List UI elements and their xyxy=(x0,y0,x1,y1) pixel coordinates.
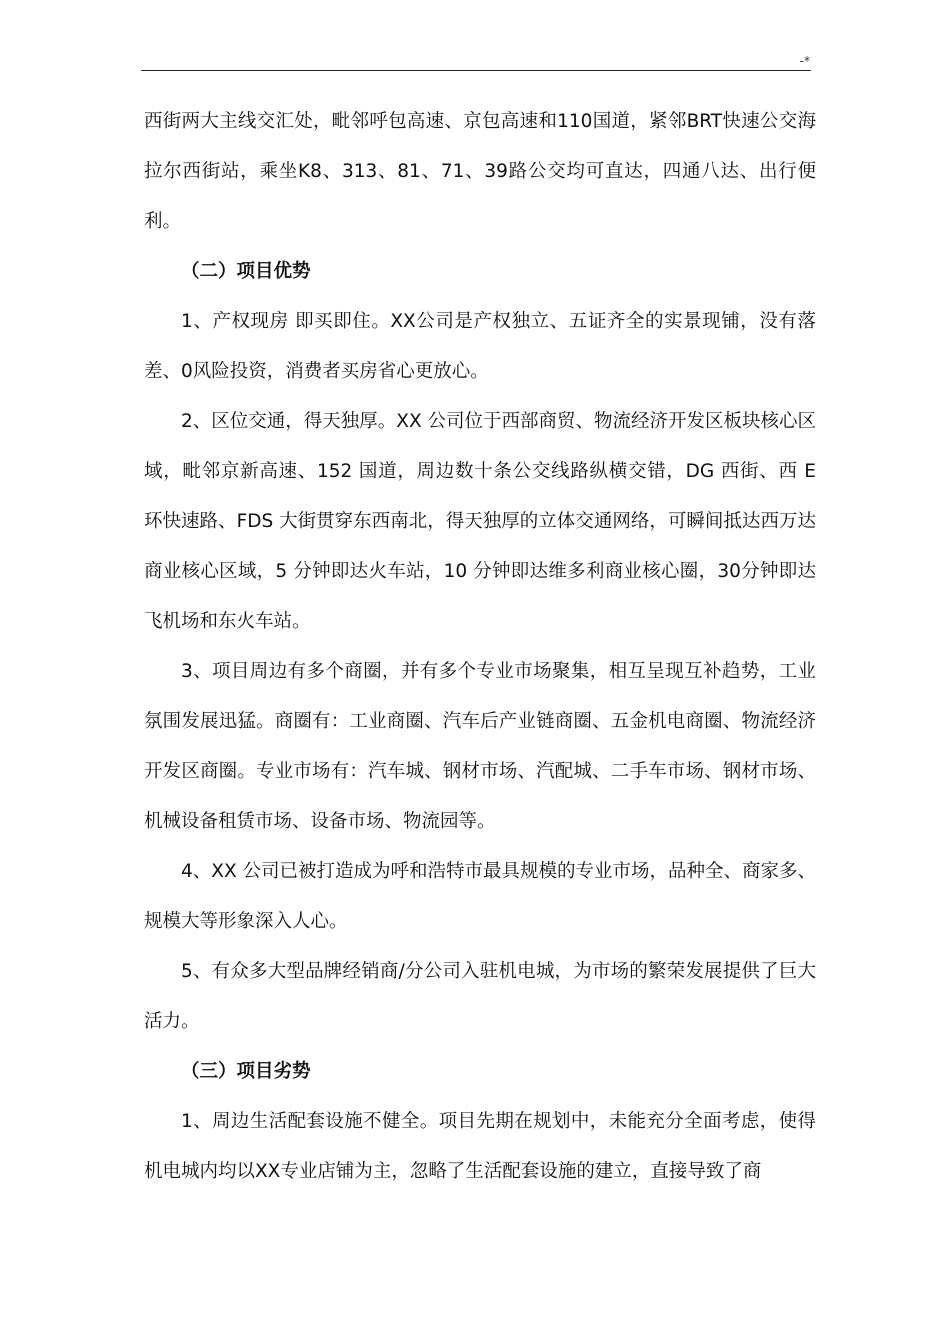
paragraph-advantage-3: 3、项目周边有多个商圈，并有多个专业市场聚集，相互呈现互补趋势，工业氛围发展迅猛。商圈有：工业商圈、汽车后产业链商圈、五金机电商圈、物流经济开发区商圈。专业市场有：汽车城、钢材市场、汽配城、二手车市场、钢材市场、机械设备租赁市场、设备市场、物流园等。 xyxy=(144,661,816,832)
document-body xyxy=(144,97,816,1197)
header-mark: -* xyxy=(799,54,810,68)
paragraph-advantage-1: 1、产权现房 即买即住。XX公司是产权独立、五证齐全的实景现铺，没有落差、0风险投资，消费者买房省心更放心。 xyxy=(144,311,816,382)
paragraph-continuation: 西街两大主线交汇处，毗邻呼包高速、京包高速和110国道，紧邻BRT快速公交海拉尔西街站，乘坐K8、313、81、71、39路公交均可直达，四通八达、出行便利。 xyxy=(144,111,816,232)
paragraph-advantage-4: 4、XX 公司已被打造成为呼和浩特市最具规模的专业市场，品种全、商家多、规模大等形象深入人心。 xyxy=(144,861,817,932)
paragraph-advantage-5: 5、有众多大型品牌经销商/分公司入驻机电城，为市场的繁荣发展提供了巨大活力。 xyxy=(144,961,816,1032)
section-heading-disadvantages: （三）项目劣势 xyxy=(181,1061,311,1082)
section-heading-advantages: （二）项目优势 xyxy=(181,261,311,282)
paragraph-disadvantage-1: 1、周边生活配套设施不健全。项目先期在规划中，未能充分全面考虑，使得机电城内均以XX专业店铺为主，忽略了生活配套设施的建立，直接导致了商 xyxy=(144,1111,816,1182)
paragraph-advantage-2: 2、区位交通，得天独厚。XX 公司位于西部商贸、物流经济开发区板块核心区域，毗邻京新高速、152 国道，周边数十条公交线路纵横交错，DG 西街、西 E 环快速路、FDS 大街贯穿东西南北，得天独厚的立体交通网络，可瞬间抵达西万达商业核心区域，5 分钟即达火车站，10 分钟即达维多利商业核心圈，30分钟即达飞机场和东火车站。 xyxy=(144,411,817,632)
header-rule xyxy=(141,70,811,71)
